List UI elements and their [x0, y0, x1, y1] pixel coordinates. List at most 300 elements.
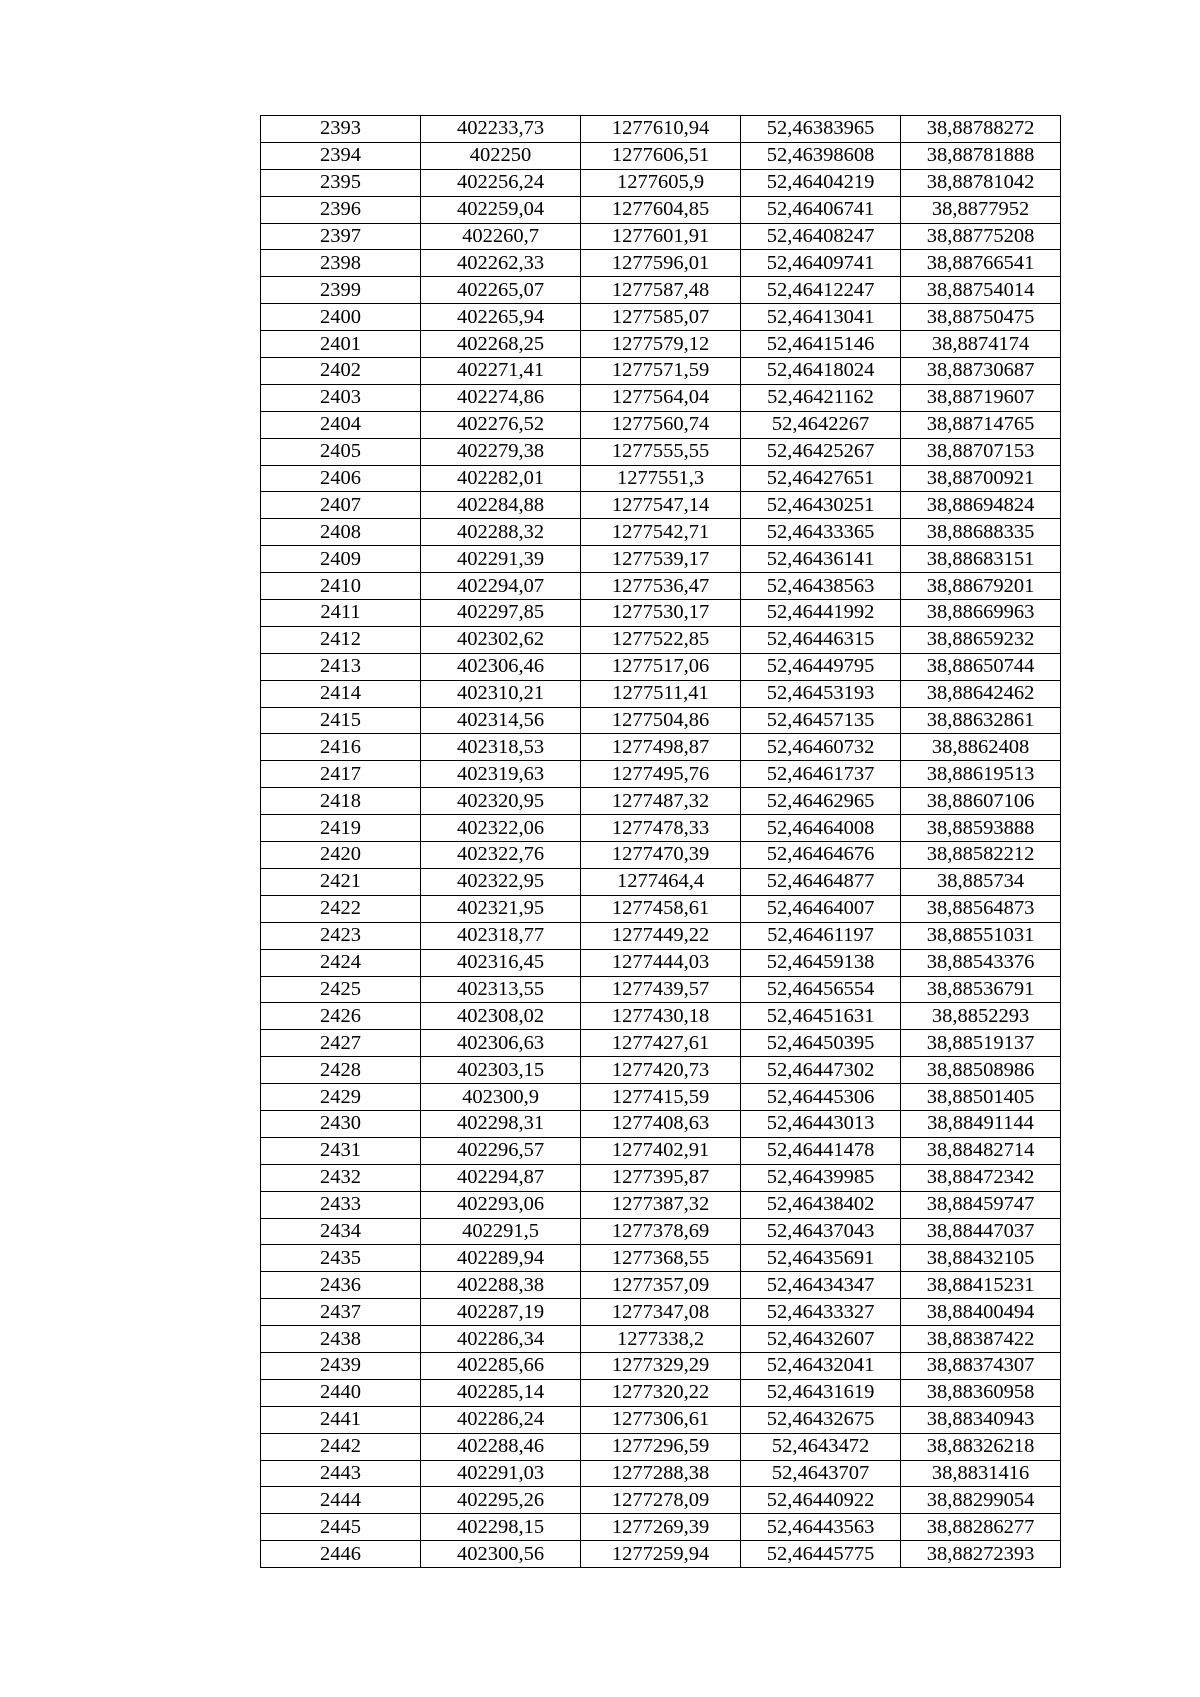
latitude-cell: 52,46438402: [741, 1191, 901, 1218]
table-row: [261, 949, 1061, 976]
x-coordinate-cell: 402250: [421, 142, 581, 169]
table-row: [261, 680, 1061, 707]
point-number-cell: 2429: [261, 1084, 421, 1111]
x-coordinate-cell: 402268,25: [421, 331, 581, 358]
table-row: [261, 842, 1061, 869]
latitude-cell: 52,46461737: [741, 761, 901, 788]
y-coordinate-cell: 1277269,39: [581, 1514, 741, 1541]
x-coordinate-cell: 402286,24: [421, 1406, 581, 1433]
y-coordinate-cell: 1277259,94: [581, 1541, 741, 1568]
y-coordinate-cell: 1277306,61: [581, 1406, 741, 1433]
longitude-cell: 38,88459747: [901, 1191, 1061, 1218]
y-coordinate-cell: 1277470,39: [581, 842, 741, 869]
longitude-cell: 38,8862408: [901, 734, 1061, 761]
y-coordinate-cell: 1277378,69: [581, 1218, 741, 1245]
longitude-cell: 38,88719607: [901, 384, 1061, 411]
table-row: [261, 1406, 1061, 1433]
table-row: [261, 546, 1061, 573]
x-coordinate-cell: 402286,34: [421, 1326, 581, 1353]
longitude-cell: 38,88387422: [901, 1326, 1061, 1353]
point-number-cell: 2413: [261, 653, 421, 680]
point-number-cell: 2439: [261, 1352, 421, 1379]
x-coordinate-cell: 402300,9: [421, 1084, 581, 1111]
point-number-cell: 2436: [261, 1272, 421, 1299]
x-coordinate-cell: 402302,62: [421, 626, 581, 653]
latitude-cell: 52,46449795: [741, 653, 901, 680]
point-number-cell: 2437: [261, 1299, 421, 1326]
latitude-cell: 52,46456554: [741, 976, 901, 1003]
latitude-cell: 52,46433327: [741, 1299, 901, 1326]
latitude-cell: 52,46431619: [741, 1379, 901, 1406]
latitude-cell: 52,46447302: [741, 1057, 901, 1084]
longitude-cell: 38,88447037: [901, 1218, 1061, 1245]
latitude-cell: 52,46461197: [741, 922, 901, 949]
point-number-cell: 2434: [261, 1218, 421, 1245]
table-row: [261, 1191, 1061, 1218]
x-coordinate-cell: 402260,7: [421, 223, 581, 250]
longitude-cell: 38,88679201: [901, 573, 1061, 600]
x-coordinate-cell: 402318,53: [421, 734, 581, 761]
table-row: [261, 1487, 1061, 1514]
y-coordinate-cell: 1277536,47: [581, 573, 741, 600]
x-coordinate-cell: 402288,46: [421, 1433, 581, 1460]
x-coordinate-cell: 402303,15: [421, 1057, 581, 1084]
latitude-cell: 52,46464007: [741, 895, 901, 922]
table-row: [261, 331, 1061, 358]
y-coordinate-cell: 1277427,61: [581, 1030, 741, 1057]
point-number-cell: 2393: [261, 116, 421, 143]
point-number-cell: 2407: [261, 492, 421, 519]
latitude-cell: 52,46436141: [741, 546, 901, 573]
y-coordinate-cell: 1277449,22: [581, 922, 741, 949]
longitude-cell: 38,88593888: [901, 815, 1061, 842]
latitude-cell: 52,46459138: [741, 949, 901, 976]
point-number-cell: 2412: [261, 626, 421, 653]
table-row: [261, 1164, 1061, 1191]
latitude-cell: 52,46453193: [741, 680, 901, 707]
point-number-cell: 2422: [261, 895, 421, 922]
y-coordinate-cell: 1277357,09: [581, 1272, 741, 1299]
x-coordinate-cell: 402319,63: [421, 761, 581, 788]
latitude-cell: 52,4643707: [741, 1460, 901, 1487]
y-coordinate-cell: 1277478,33: [581, 815, 741, 842]
x-coordinate-cell: 402295,26: [421, 1487, 581, 1514]
point-number-cell: 2419: [261, 815, 421, 842]
x-coordinate-cell: 402306,63: [421, 1030, 581, 1057]
longitude-cell: 38,88642462: [901, 680, 1061, 707]
y-coordinate-cell: 1277551,3: [581, 465, 741, 492]
longitude-cell: 38,88650744: [901, 653, 1061, 680]
table-row: [261, 1084, 1061, 1111]
table-row: [261, 1379, 1061, 1406]
latitude-cell: 52,46460732: [741, 734, 901, 761]
x-coordinate-cell: 402265,07: [421, 277, 581, 304]
table-row: [261, 1514, 1061, 1541]
y-coordinate-cell: 1277415,59: [581, 1084, 741, 1111]
longitude-cell: 38,88519137: [901, 1030, 1061, 1057]
point-number-cell: 2445: [261, 1514, 421, 1541]
longitude-cell: 38,88491144: [901, 1110, 1061, 1137]
y-coordinate-cell: 1277511,41: [581, 680, 741, 707]
table-row: [261, 868, 1061, 895]
table-row: [261, 277, 1061, 304]
latitude-cell: 52,46434347: [741, 1272, 901, 1299]
table-row: [261, 1218, 1061, 1245]
table-row: [261, 734, 1061, 761]
point-number-cell: 2409: [261, 546, 421, 573]
y-coordinate-cell: 1277464,4: [581, 868, 741, 895]
x-coordinate-cell: 402306,46: [421, 653, 581, 680]
latitude-cell: 52,46398608: [741, 142, 901, 169]
x-coordinate-cell: 402313,55: [421, 976, 581, 1003]
table-row: [261, 223, 1061, 250]
longitude-cell: 38,8877952: [901, 196, 1061, 223]
longitude-cell: 38,88754014: [901, 277, 1061, 304]
longitude-cell: 38,88750475: [901, 304, 1061, 331]
longitude-cell: 38,88340943: [901, 1406, 1061, 1433]
x-coordinate-cell: 402294,87: [421, 1164, 581, 1191]
table-row: [261, 519, 1061, 546]
y-coordinate-cell: 1277338,2: [581, 1326, 741, 1353]
longitude-cell: 38,88551031: [901, 922, 1061, 949]
table-row: [261, 196, 1061, 223]
y-coordinate-cell: 1277402,91: [581, 1137, 741, 1164]
y-coordinate-cell: 1277296,59: [581, 1433, 741, 1460]
latitude-cell: 52,46413041: [741, 304, 901, 331]
x-coordinate-cell: 402296,57: [421, 1137, 581, 1164]
y-coordinate-cell: 1277601,91: [581, 223, 741, 250]
longitude-cell: 38,88326218: [901, 1433, 1061, 1460]
x-coordinate-cell: 402276,52: [421, 411, 581, 438]
x-coordinate-cell: 402314,56: [421, 707, 581, 734]
latitude-cell: 52,46409741: [741, 250, 901, 277]
latitude-cell: 52,46437043: [741, 1218, 901, 1245]
longitude-cell: 38,88400494: [901, 1299, 1061, 1326]
point-number-cell: 2418: [261, 788, 421, 815]
point-number-cell: 2420: [261, 842, 421, 869]
point-number-cell: 2394: [261, 142, 421, 169]
x-coordinate-cell: 402287,19: [421, 1299, 581, 1326]
y-coordinate-cell: 1277517,06: [581, 653, 741, 680]
x-coordinate-cell: 402284,88: [421, 492, 581, 519]
table-row: [261, 707, 1061, 734]
point-number-cell: 2432: [261, 1164, 421, 1191]
x-coordinate-cell: 402322,06: [421, 815, 581, 842]
x-coordinate-cell: 402291,5: [421, 1218, 581, 1245]
table-row: [261, 358, 1061, 385]
longitude-cell: 38,88374307: [901, 1352, 1061, 1379]
longitude-cell: 38,88543376: [901, 949, 1061, 976]
latitude-cell: 52,4643472: [741, 1433, 901, 1460]
x-coordinate-cell: 402318,77: [421, 922, 581, 949]
latitude-cell: 52,46441478: [741, 1137, 901, 1164]
point-number-cell: 2427: [261, 1030, 421, 1057]
latitude-cell: 52,46383965: [741, 116, 901, 143]
y-coordinate-cell: 1277504,86: [581, 707, 741, 734]
table-row: [261, 1245, 1061, 1272]
x-coordinate-cell: 402308,02: [421, 1003, 581, 1030]
x-coordinate-cell: 402288,32: [421, 519, 581, 546]
longitude-cell: 38,88299054: [901, 1487, 1061, 1514]
latitude-cell: 52,46421162: [741, 384, 901, 411]
table-row: [261, 411, 1061, 438]
table-row: [261, 1541, 1061, 1568]
longitude-cell: 38,88730687: [901, 358, 1061, 385]
point-number-cell: 2438: [261, 1326, 421, 1353]
x-coordinate-cell: 402294,07: [421, 573, 581, 600]
y-coordinate-cell: 1277487,32: [581, 788, 741, 815]
latitude-cell: 52,46430251: [741, 492, 901, 519]
longitude-cell: 38,88536791: [901, 976, 1061, 1003]
longitude-cell: 38,88472342: [901, 1164, 1061, 1191]
latitude-cell: 52,46412247: [741, 277, 901, 304]
y-coordinate-cell: 1277555,55: [581, 438, 741, 465]
latitude-cell: 52,46457135: [741, 707, 901, 734]
longitude-cell: 38,8852293: [901, 1003, 1061, 1030]
y-coordinate-cell: 1277458,61: [581, 895, 741, 922]
table-row: [261, 1030, 1061, 1057]
table-row: [261, 384, 1061, 411]
table-row: [261, 1137, 1061, 1164]
y-coordinate-cell: 1277522,85: [581, 626, 741, 653]
point-number-cell: 2415: [261, 707, 421, 734]
point-number-cell: 2423: [261, 922, 421, 949]
longitude-cell: 38,88683151: [901, 546, 1061, 573]
latitude-cell: 52,46446315: [741, 626, 901, 653]
point-number-cell: 2446: [261, 1541, 421, 1568]
y-coordinate-cell: 1277498,87: [581, 734, 741, 761]
x-coordinate-cell: 402291,03: [421, 1460, 581, 1487]
x-coordinate-cell: 402297,85: [421, 600, 581, 627]
longitude-cell: 38,88707153: [901, 438, 1061, 465]
x-coordinate-cell: 402293,06: [421, 1191, 581, 1218]
point-number-cell: 2406: [261, 465, 421, 492]
y-coordinate-cell: 1277585,07: [581, 304, 741, 331]
latitude-cell: 52,46445306: [741, 1084, 901, 1111]
latitude-cell: 52,46438563: [741, 573, 901, 600]
x-coordinate-cell: 402322,76: [421, 842, 581, 869]
table-row: [261, 788, 1061, 815]
latitude-cell: 52,46443013: [741, 1110, 901, 1137]
latitude-cell: 52,46432675: [741, 1406, 901, 1433]
latitude-cell: 52,46440922: [741, 1487, 901, 1514]
y-coordinate-cell: 1277420,73: [581, 1057, 741, 1084]
point-number-cell: 2410: [261, 573, 421, 600]
latitude-cell: 52,46445775: [741, 1541, 901, 1568]
y-coordinate-cell: 1277571,59: [581, 358, 741, 385]
point-number-cell: 2433: [261, 1191, 421, 1218]
latitude-cell: 52,46408247: [741, 223, 901, 250]
y-coordinate-cell: 1277605,9: [581, 169, 741, 196]
point-number-cell: 2426: [261, 1003, 421, 1030]
longitude-cell: 38,88788272: [901, 116, 1061, 143]
point-number-cell: 2425: [261, 976, 421, 1003]
latitude-cell: 52,46432041: [741, 1352, 901, 1379]
table-row: [261, 169, 1061, 196]
longitude-cell: 38,885734: [901, 868, 1061, 895]
table-row: [261, 250, 1061, 277]
point-number-cell: 2428: [261, 1057, 421, 1084]
y-coordinate-cell: 1277560,74: [581, 411, 741, 438]
coordinates-table-body: [261, 116, 1061, 1568]
x-coordinate-cell: 402322,95: [421, 868, 581, 895]
point-number-cell: 2416: [261, 734, 421, 761]
y-coordinate-cell: 1277547,14: [581, 492, 741, 519]
longitude-cell: 38,88508986: [901, 1057, 1061, 1084]
x-coordinate-cell: 402259,04: [421, 196, 581, 223]
table-row: [261, 1272, 1061, 1299]
longitude-cell: 38,88700921: [901, 465, 1061, 492]
longitude-cell: 38,88432105: [901, 1245, 1061, 1272]
latitude-cell: 52,46462965: [741, 788, 901, 815]
y-coordinate-cell: 1277288,38: [581, 1460, 741, 1487]
table-row: [261, 1352, 1061, 1379]
longitude-cell: 38,88582212: [901, 842, 1061, 869]
latitude-cell: 52,46450395: [741, 1030, 901, 1057]
latitude-cell: 52,46418024: [741, 358, 901, 385]
x-coordinate-cell: 402262,33: [421, 250, 581, 277]
longitude-cell: 38,88607106: [901, 788, 1061, 815]
table-row: [261, 653, 1061, 680]
longitude-cell: 38,88766541: [901, 250, 1061, 277]
table-row: [261, 922, 1061, 949]
point-number-cell: 2441: [261, 1406, 421, 1433]
table-row: [261, 1326, 1061, 1353]
point-number-cell: 2411: [261, 600, 421, 627]
table-row: [261, 1057, 1061, 1084]
point-number-cell: 2435: [261, 1245, 421, 1272]
latitude-cell: 52,46441992: [741, 600, 901, 627]
point-number-cell: 2402: [261, 358, 421, 385]
x-coordinate-cell: 402271,41: [421, 358, 581, 385]
point-number-cell: 2442: [261, 1433, 421, 1460]
point-number-cell: 2431: [261, 1137, 421, 1164]
longitude-cell: 38,88659232: [901, 626, 1061, 653]
table-row: [261, 465, 1061, 492]
y-coordinate-cell: 1277530,17: [581, 600, 741, 627]
table-row: [261, 600, 1061, 627]
latitude-cell: 52,46464008: [741, 815, 901, 842]
x-coordinate-cell: 402289,94: [421, 1245, 581, 1272]
point-number-cell: 2440: [261, 1379, 421, 1406]
longitude-cell: 38,88781888: [901, 142, 1061, 169]
x-coordinate-cell: 402256,24: [421, 169, 581, 196]
x-coordinate-cell: 402233,73: [421, 116, 581, 143]
y-coordinate-cell: 1277579,12: [581, 331, 741, 358]
y-coordinate-cell: 1277320,22: [581, 1379, 741, 1406]
y-coordinate-cell: 1277606,51: [581, 142, 741, 169]
longitude-cell: 38,8874174: [901, 331, 1061, 358]
point-number-cell: 2399: [261, 277, 421, 304]
point-number-cell: 2414: [261, 680, 421, 707]
point-number-cell: 2403: [261, 384, 421, 411]
y-coordinate-cell: 1277542,71: [581, 519, 741, 546]
table-row: [261, 1110, 1061, 1137]
y-coordinate-cell: 1277596,01: [581, 250, 741, 277]
point-number-cell: 2396: [261, 196, 421, 223]
longitude-cell: 38,88360958: [901, 1379, 1061, 1406]
y-coordinate-cell: 1277368,55: [581, 1245, 741, 1272]
x-coordinate-cell: 402298,31: [421, 1110, 581, 1137]
y-coordinate-cell: 1277347,08: [581, 1299, 741, 1326]
x-coordinate-cell: 402316,45: [421, 949, 581, 976]
x-coordinate-cell: 402282,01: [421, 465, 581, 492]
table-row: [261, 976, 1061, 1003]
longitude-cell: 38,88632861: [901, 707, 1061, 734]
y-coordinate-cell: 1277395,87: [581, 1164, 741, 1191]
latitude-cell: 52,46432607: [741, 1326, 901, 1353]
table-row: [261, 304, 1061, 331]
point-number-cell: 2398: [261, 250, 421, 277]
point-number-cell: 2395: [261, 169, 421, 196]
y-coordinate-cell: 1277278,09: [581, 1487, 741, 1514]
x-coordinate-cell: 402291,39: [421, 546, 581, 573]
longitude-cell: 38,88482714: [901, 1137, 1061, 1164]
y-coordinate-cell: 1277439,57: [581, 976, 741, 1003]
y-coordinate-cell: 1277495,76: [581, 761, 741, 788]
table-row: [261, 895, 1061, 922]
latitude-cell: 52,4642267: [741, 411, 901, 438]
point-number-cell: 2430: [261, 1110, 421, 1137]
longitude-cell: 38,88619513: [901, 761, 1061, 788]
latitude-cell: 52,46427651: [741, 465, 901, 492]
point-number-cell: 2421: [261, 868, 421, 895]
x-coordinate-cell: 402321,95: [421, 895, 581, 922]
table-row: [261, 116, 1061, 143]
y-coordinate-cell: 1277539,17: [581, 546, 741, 573]
x-coordinate-cell: 402285,66: [421, 1352, 581, 1379]
y-coordinate-cell: 1277329,29: [581, 1352, 741, 1379]
y-coordinate-cell: 1277604,85: [581, 196, 741, 223]
point-number-cell: 2444: [261, 1487, 421, 1514]
y-coordinate-cell: 1277387,32: [581, 1191, 741, 1218]
point-number-cell: 2408: [261, 519, 421, 546]
y-coordinate-cell: 1277564,04: [581, 384, 741, 411]
point-number-cell: 2397: [261, 223, 421, 250]
x-coordinate-cell: 402279,38: [421, 438, 581, 465]
table-row: [261, 573, 1061, 600]
longitude-cell: 38,8831416: [901, 1460, 1061, 1487]
point-number-cell: 2400: [261, 304, 421, 331]
x-coordinate-cell: 402274,86: [421, 384, 581, 411]
latitude-cell: 52,46433365: [741, 519, 901, 546]
point-number-cell: 2417: [261, 761, 421, 788]
latitude-cell: 52,46425267: [741, 438, 901, 465]
x-coordinate-cell: 402298,15: [421, 1514, 581, 1541]
table-row: [261, 492, 1061, 519]
latitude-cell: 52,46435691: [741, 1245, 901, 1272]
latitude-cell: 52,46404219: [741, 169, 901, 196]
table-row: [261, 815, 1061, 842]
longitude-cell: 38,88669963: [901, 600, 1061, 627]
latitude-cell: 52,46406741: [741, 196, 901, 223]
longitude-cell: 38,88564873: [901, 895, 1061, 922]
x-coordinate-cell: 402320,95: [421, 788, 581, 815]
longitude-cell: 38,88688335: [901, 519, 1061, 546]
point-number-cell: 2424: [261, 949, 421, 976]
table-row: [261, 1003, 1061, 1030]
longitude-cell: 38,88694824: [901, 492, 1061, 519]
point-number-cell: 2401: [261, 331, 421, 358]
y-coordinate-cell: 1277587,48: [581, 277, 741, 304]
x-coordinate-cell: 402300,56: [421, 1541, 581, 1568]
y-coordinate-cell: 1277610,94: [581, 116, 741, 143]
table-row: [261, 626, 1061, 653]
longitude-cell: 38,88775208: [901, 223, 1061, 250]
point-number-cell: 2404: [261, 411, 421, 438]
table-row: [261, 438, 1061, 465]
latitude-cell: 52,46443563: [741, 1514, 901, 1541]
